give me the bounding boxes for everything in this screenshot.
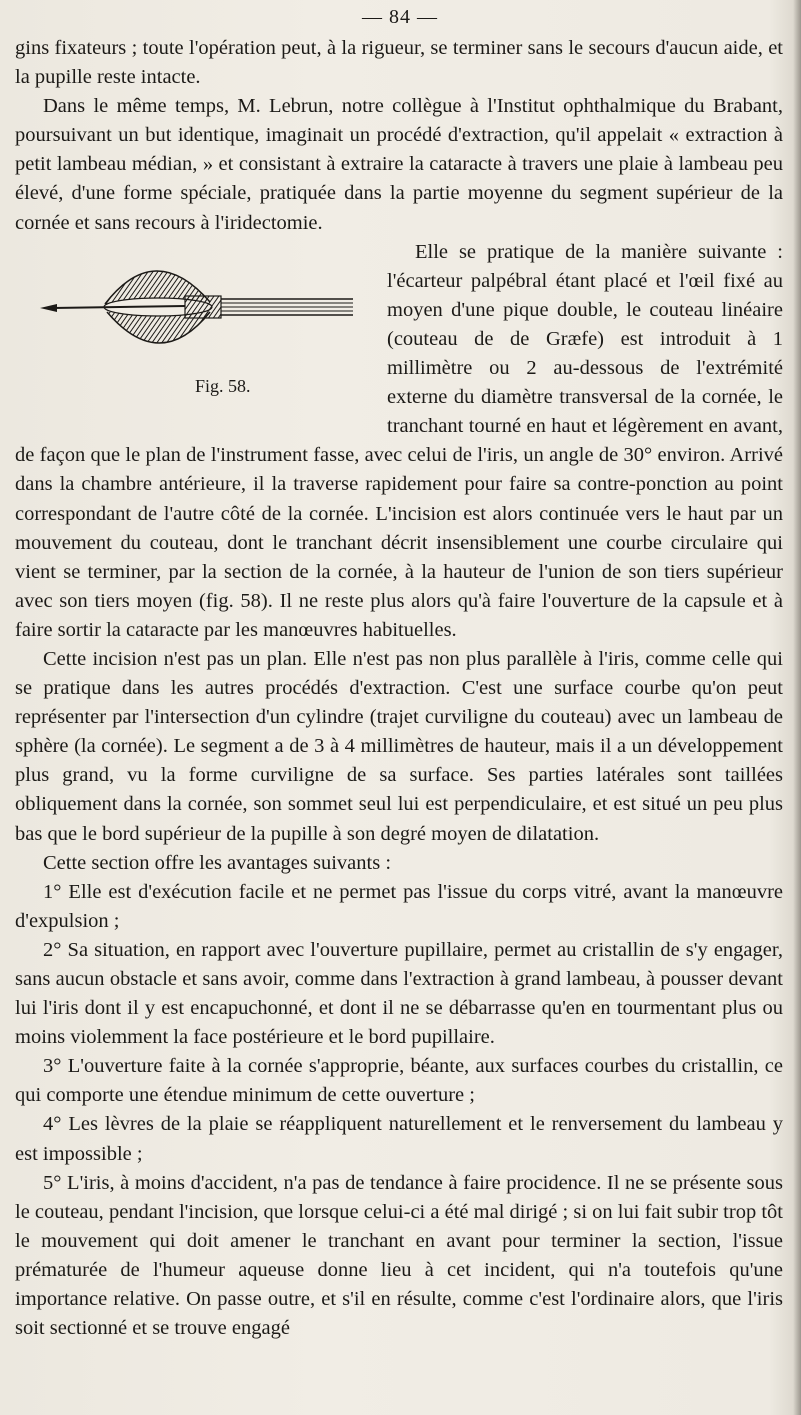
paragraph-text: Elle se pratique de la manière suivante : l'écarteur palpébral étant placé et l'œil fixé au moyen d'une pique double, le couteau linéaire (couteau de de Græfe) est introduit à 1 millimètre ou 2 au-dessous de l'extrémité externe du diamètre transversal de la cornée, le tranchant tourné en haut et légèrement en avant, de façon que le plan de l'instrument fasse, avec celui de l'iris, un angle de 30° environ. Arrivé dans la chambre antérieure, il la traverse rapidement pour faire sa contre-ponction au point correspondant de l'autre côté de la cornée. L'incision est alors continuée vers le haut par un mouvement du couteau, dont le tranchant décrit insensiblement une courbe circulaire qui vient se terminer, par la section de la cornée, à la hauteur de l'union de son tiers supérieur avec son tiers moyen (fig. 58). Il ne reste plus alors qu'à faire l'ouverture de la capsule et à faire sortir la cataracte par les manœuvres habituelles.: [15, 240, 783, 641]
paragraph: gins fixateurs ; toute l'opération peut, à la rigueur, se terminer sans le secours d'aucun aide, et la pupille reste intacte.: [15, 37, 783, 89]
figure-58: [15, 238, 381, 414]
list-item: 2° Sa situation, en rapport avec l'ouverture pupillaire, permet au cristallin de s'y engager, sans aucun obstacle et sans avoir, comme dans l'extraction à grand lambeau, à pousser devant lui l'iris dont il y est encapuchonné, et dont il ne se débarrasse qu'en en tourmentant plus ou moins violemment la face postérieure et le bord pupillaire.: [15, 938, 783, 1049]
body-text: [15, 34, 783, 1343]
paragraph-with-figure: [15, 238, 783, 645]
page-edge-shadow: [793, 0, 801, 1415]
list-item: 4° Les lèvres de la plaie se réappliquent naturellement et le renversement du lambeau y est impossible ;: [15, 1113, 783, 1165]
list-item: 3° L'ouverture faite à la cornée s'approprie, béante, aux surfaces courbes du cristallin, ce qui comporte une étendue minimum de cette ouverture ;: [15, 1055, 783, 1107]
paragraph: Dans le même temps, M. Lebrun, notre collègue à l'Institut ophthalmique du Brabant, poursuivant un but identique, imaginait un procédé d'extraction, qu'il appelait « extraction à petit lambeau médian, » et consistant à extraire la cataracte à travers une plaie à lambeau peu élevé, d'une forme spéciale, pratiquée dans la partie moyenne du segment supérieur de la cornée et sans recours à l'iridectomie.: [15, 95, 783, 234]
paragraph: Cette section offre les avantages suivants :: [43, 851, 392, 874]
eye-incision-illustration: [35, 244, 355, 374]
list-item: 5° L'iris, à moins d'accident, n'a pas de tendance à faire procidence. Il ne se présente sous le couteau, pendant l'incision, que lorsque celui-ci a été mal dirigé ; si on lui fait subir trop tôt le mouvement qui doit amener le tranchant en avant pour terminer la section, l'issue prématurée de l'humeur aqueuse donne lieu à cet incident, qui n'a toutefois qu'une importance relative. On passe outre, et s'il en résulte, comme c'est l'ordinaire alors, que l'iris soit sectionné et se trouve engagé: [15, 1171, 783, 1340]
list-item: 1° Elle est d'exécution facile et ne permet pas l'issue du corps vitré, avant la manœuvre d'expulsion ;: [15, 880, 783, 932]
page-number: — 84 —: [362, 6, 438, 28]
figure-caption: Fig. 58.: [195, 375, 251, 396]
paragraph: Cette incision n'est pas un plan. Elle n'est pas non plus parallèle à l'iris, comme celle qui se pratique dans les autres procédés d'extraction. C'est une surface courbe qu'on peut représenter par l'intersection d'un cylindre (trajet curviligne du couteau) avec un lambeau de sphère (la cornée). Le segment a de 3 à 4 millimètres de hauteur, mais il a un développement plus grand, vu la forme curviligne de sa surface. Ses parties latérales sont taillées obliquement dans la cornée, son sommet seul lui est perpendiculaire, et est situé un peu plus bas que le bord supérieur de la pupille à son degré moyen de dilatation.: [15, 647, 783, 845]
